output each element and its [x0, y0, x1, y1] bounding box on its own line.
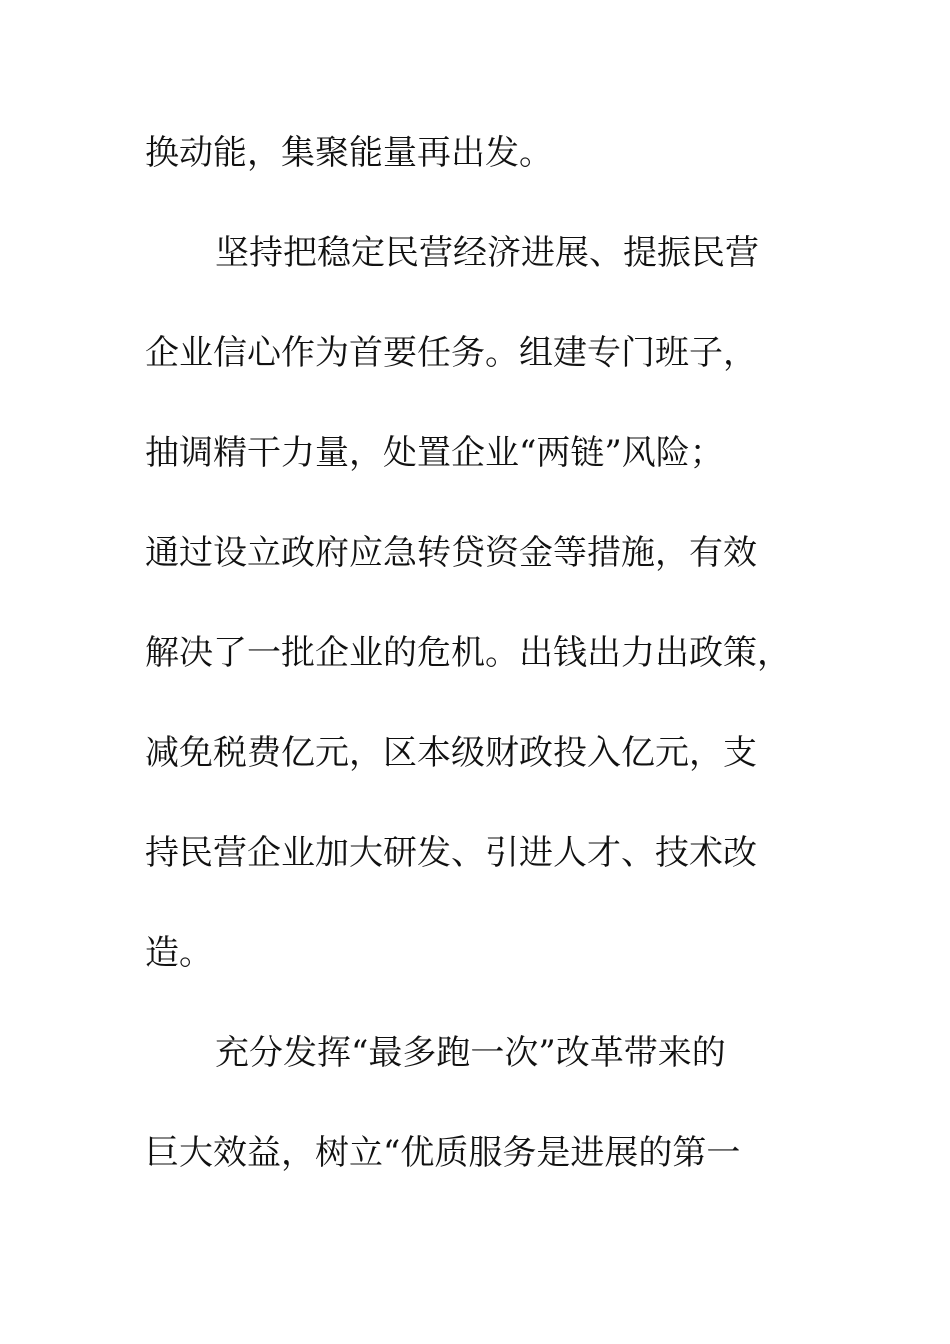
paragraph-line: 巨大效益，树立“优质服务是进展的第一	[145, 1133, 741, 1173]
paragraph-line: 企业信心作为首要任务。组建专门班子，	[145, 333, 757, 373]
paragraph-line: 造。	[145, 933, 213, 973]
paragraph-line: 坚持把稳定民营经济进展、提振民营	[215, 233, 759, 273]
paragraph-line: 解决了一批企业的危机。出钱出力出政策，	[145, 633, 791, 673]
paragraph-line: 持民营企业加大研发、引进人才、技术改	[145, 833, 757, 873]
paragraph-line: 换动能，集聚能量再出发。	[145, 133, 553, 173]
paragraph-line: 通过设立政府应急转贷资金等措施，有效	[145, 533, 757, 573]
paragraph-line: 抽调精干力量，处置企业“两链”风险；	[145, 433, 724, 473]
paragraph-line: 充分发挥“最多跑一次”改革带来的	[215, 1033, 726, 1073]
paragraph-line: 减免税费亿元，区本级财政投入亿元，支	[145, 733, 757, 773]
